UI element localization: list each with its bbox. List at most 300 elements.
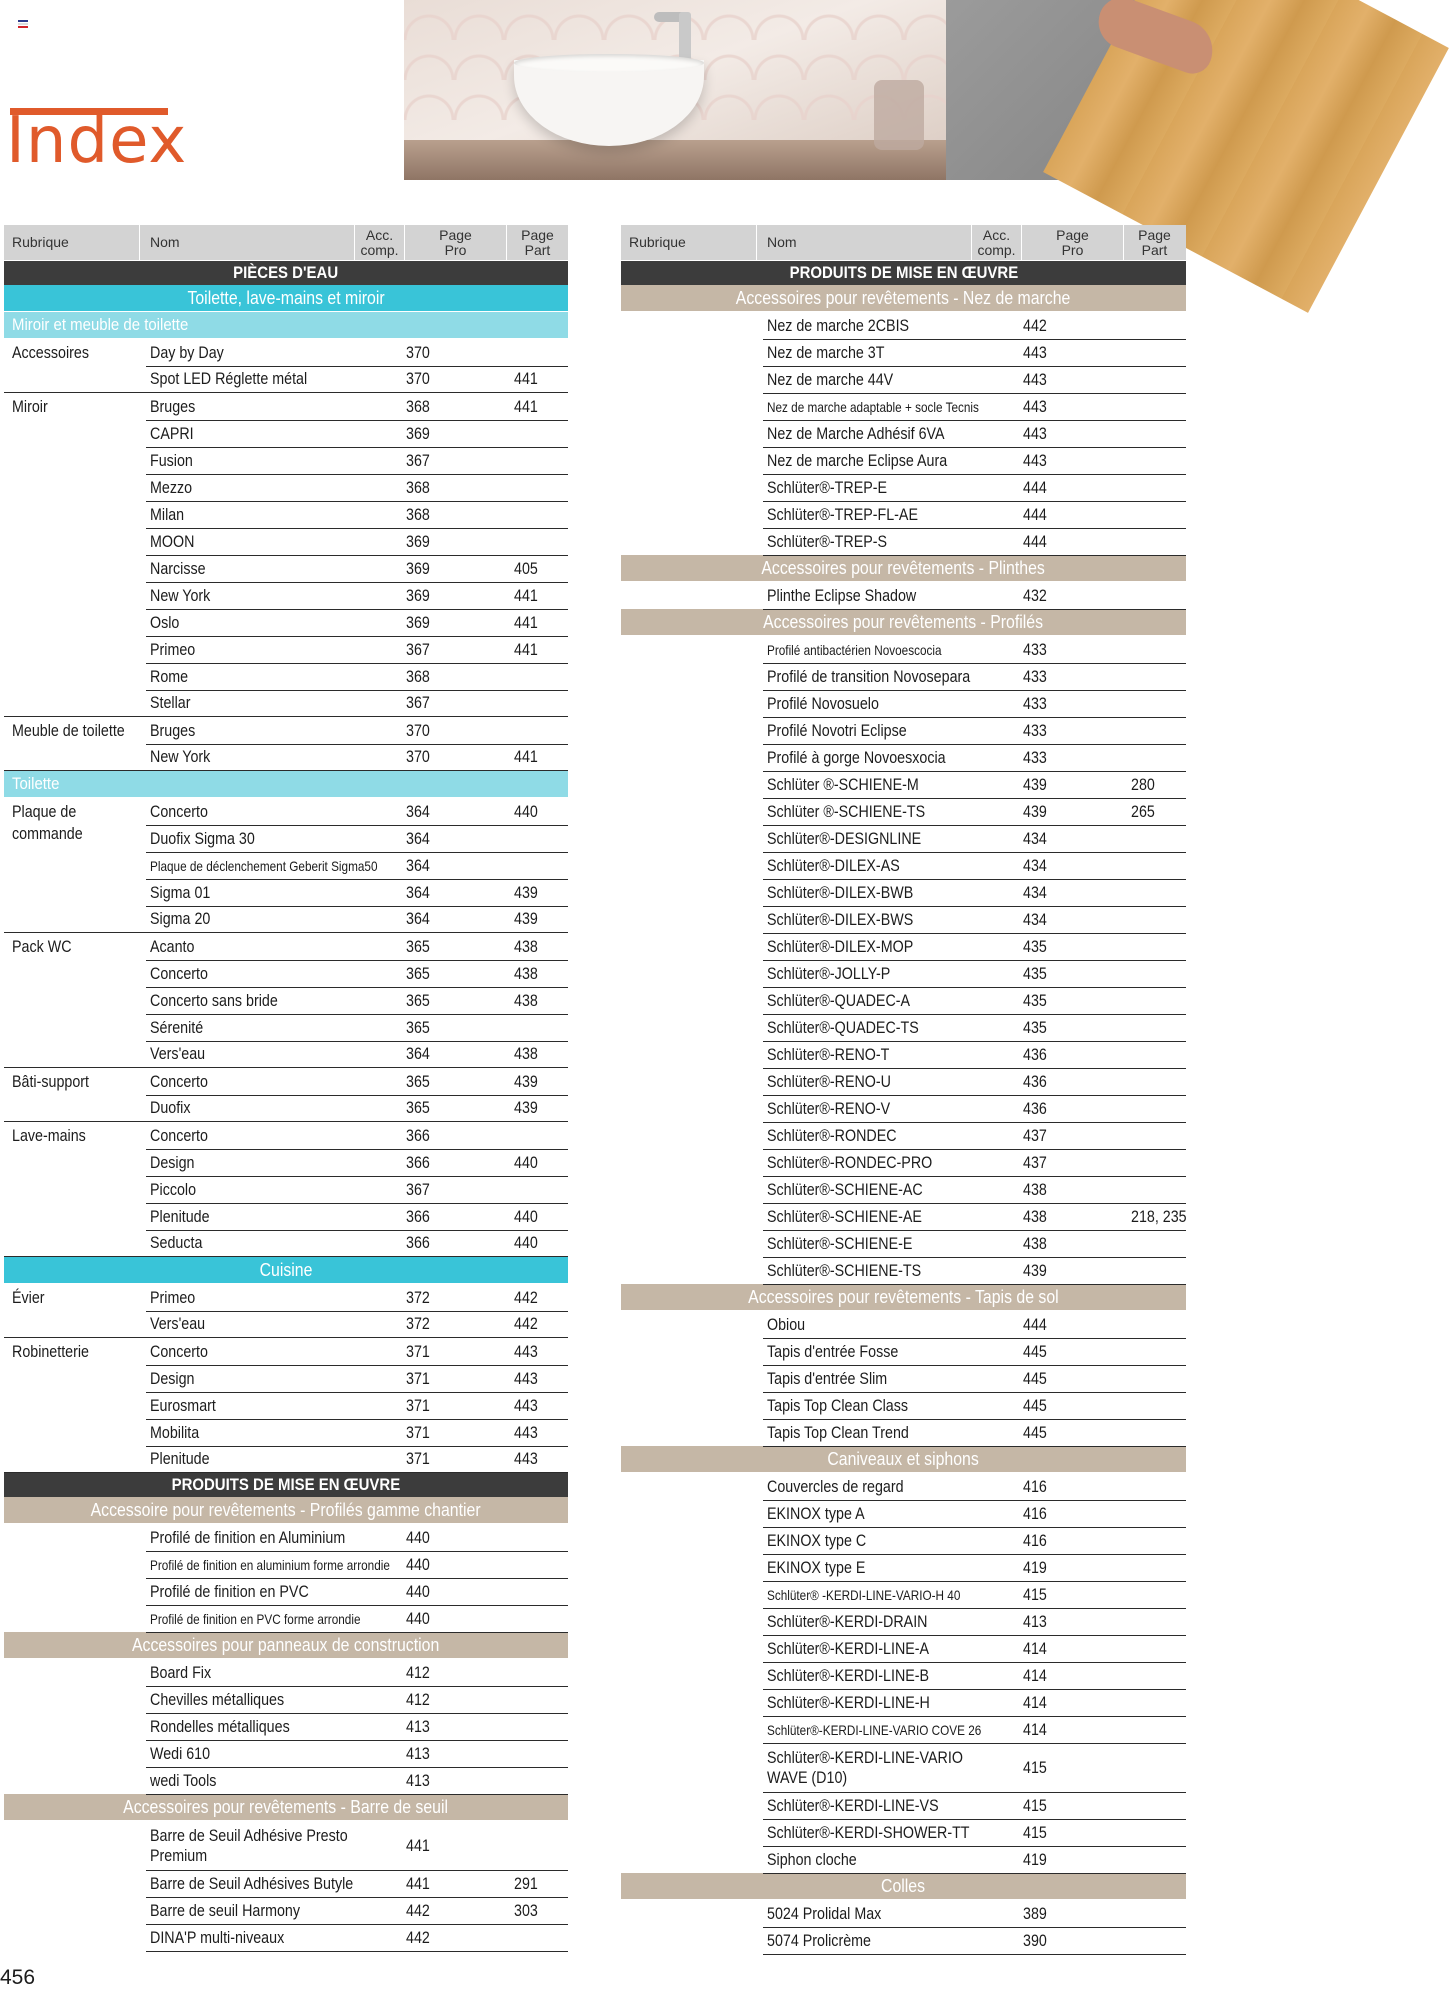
page-pro: 368 — [406, 504, 430, 524]
product-name: Schlüter®-KERDI-LINE-B — [767, 1665, 930, 1685]
flooring-photo — [946, 0, 1296, 180]
page-pro: 371 — [406, 1422, 430, 1442]
section-title: PIÈCES D'EAU — [233, 263, 339, 282]
page-pro: 364 — [406, 1044, 430, 1063]
page-part — [1131, 960, 1181, 987]
table-row — [4, 1365, 568, 1392]
page-pro: 371 — [406, 1395, 430, 1415]
category-header — [4, 771, 568, 798]
group-robinetterie — [4, 1338, 568, 1473]
col-pro: Page Pro — [405, 225, 507, 260]
table-row — [621, 582, 1186, 609]
product-name: EKINOX type A — [767, 1503, 865, 1523]
page-part — [514, 1686, 564, 1713]
product-name: Concerto — [150, 1341, 208, 1361]
page-part: 443 — [514, 1368, 538, 1388]
col-acc: Acc. comp. — [972, 225, 1022, 260]
table-row — [621, 1122, 1186, 1149]
page-pro: 440 — [406, 1581, 430, 1601]
page-part — [1131, 339, 1181, 366]
page-part — [1131, 1122, 1181, 1149]
page-pro: 433 — [1023, 747, 1047, 767]
product-name: Schlüter®-KERDI-LINE-VARIO COVE 26 — [767, 1721, 982, 1738]
page-part — [1131, 663, 1181, 690]
product-name: Primeo — [150, 1287, 196, 1307]
page-part: 441 — [514, 369, 538, 388]
product-name: Profilé de finition en PVC — [150, 1581, 309, 1601]
page-part: 439 — [514, 882, 538, 902]
table-row — [621, 366, 1186, 393]
page-part — [514, 1578, 564, 1605]
page-pro: 444 — [1023, 1314, 1047, 1334]
product-name: New York — [150, 585, 211, 605]
table-row — [621, 1419, 1186, 1446]
product-name: Schlüter®-SCHIENE-TS — [767, 1260, 922, 1280]
table-row — [621, 987, 1186, 1014]
table-row — [4, 825, 568, 852]
table-row — [4, 690, 568, 717]
page-part — [514, 1605, 564, 1632]
page-pro: 366 — [406, 1125, 430, 1145]
table-row — [621, 1900, 1186, 1927]
page-part — [514, 1122, 564, 1149]
table-row — [621, 1203, 1186, 1230]
group-plaque-de-commande — [4, 798, 568, 933]
page-part — [514, 501, 564, 528]
product-name: Schlüter®-DESIGNLINE — [767, 828, 922, 848]
page-pro: 438 — [1023, 1179, 1047, 1199]
page-part — [1131, 1095, 1181, 1122]
page-part: 440 — [514, 1206, 538, 1226]
page-part — [1131, 1743, 1181, 1792]
page-pro: 416 — [1023, 1476, 1047, 1496]
page-pro: 364 — [406, 855, 430, 875]
col-part: Page Part — [521, 226, 554, 258]
flag-stripe-blue — [18, 20, 28, 22]
product-name: Schlüter®-RONDEC-PRO — [767, 1152, 933, 1172]
section-header — [4, 1473, 568, 1497]
page-part — [514, 420, 564, 447]
basin — [514, 60, 704, 146]
page-header — [0, 0, 1296, 180]
page-pro: 364 — [406, 801, 430, 821]
table-row — [621, 933, 1186, 960]
page-pro: 438 — [1023, 1206, 1047, 1226]
col-part: Page Part — [1138, 226, 1171, 258]
page-pro: 434 — [1023, 828, 1047, 848]
page-pro: 440 — [406, 1527, 430, 1547]
page-pro: 433 — [1023, 639, 1047, 659]
page-part: 441 — [514, 396, 538, 416]
page-part: 443 — [514, 1422, 538, 1442]
page-part — [1131, 1014, 1181, 1041]
bathroom-photo — [404, 0, 946, 180]
table-row — [4, 609, 568, 636]
rubrique-label: Meuble de toilette — [12, 721, 125, 740]
product-name: Barre de seuil Harmony — [150, 1900, 301, 1920]
table-row — [4, 1095, 568, 1122]
category-title: Accessoires pour revêtements - Nez de marche — [736, 287, 1071, 308]
category-header — [621, 1446, 1186, 1473]
page-pro: 367 — [406, 1179, 430, 1199]
col-acc: Acc. comp. — [355, 225, 405, 260]
rubrique-label: Bâti-support — [12, 1072, 90, 1091]
table-row — [621, 1689, 1186, 1716]
table-row — [4, 1122, 568, 1149]
page-pro: 442 — [1023, 315, 1047, 335]
page-pro: 445 — [1023, 1341, 1047, 1361]
page-pro: 372 — [406, 1287, 430, 1307]
page-pro: 419 — [1023, 1557, 1047, 1577]
col-nom: Nom — [757, 225, 972, 260]
page-pro: 413 — [1023, 1611, 1047, 1631]
table-row — [621, 1743, 1186, 1792]
product-name: Narcisse — [150, 558, 206, 578]
page-part — [514, 1524, 564, 1551]
page-pro: 369 — [406, 531, 430, 551]
page-part — [1131, 1635, 1181, 1662]
list-profiles-chantier — [4, 1524, 568, 1632]
page-part — [1131, 690, 1181, 717]
page-part — [1131, 1554, 1181, 1581]
page-part — [1131, 987, 1181, 1014]
page-part: 439 — [514, 1071, 538, 1091]
table-row — [621, 393, 1186, 420]
page-part: 440 — [514, 1233, 538, 1252]
page-pro: 434 — [1023, 882, 1047, 902]
product-name: Schlüter®-JOLLY-P — [767, 963, 891, 983]
page-part — [514, 1551, 564, 1578]
page-part — [514, 690, 564, 716]
product-name: Nez de marche 2CBIS — [767, 315, 910, 335]
page-pro: 433 — [1023, 666, 1047, 686]
table-row — [621, 1014, 1186, 1041]
col-nom: Nom — [140, 225, 355, 260]
page-pro: 390 — [1023, 1930, 1047, 1950]
page-pro: 443 — [1023, 423, 1047, 443]
product-name: wedi Tools — [150, 1770, 217, 1790]
category-header — [621, 1873, 1186, 1900]
page-pro: 443 — [1023, 342, 1047, 362]
group-evier — [4, 1284, 568, 1338]
table-row — [4, 1821, 568, 1870]
product-name: Schlüter®-KERDI-LINE-VS — [767, 1795, 939, 1815]
category-title: Accessoires pour revêtements - Profilés — [763, 611, 1044, 632]
page-pro: 367 — [406, 450, 430, 470]
page-pro: 412 — [406, 1662, 430, 1682]
page-part — [1131, 1230, 1181, 1257]
product-name: Plenitude — [150, 1206, 210, 1226]
page-pro: 443 — [1023, 396, 1047, 416]
table-row — [4, 1041, 568, 1068]
page-pro: 368 — [406, 666, 430, 686]
table-row — [621, 906, 1186, 933]
page-part — [514, 474, 564, 501]
page-part — [1131, 1608, 1181, 1635]
page-part — [1131, 1792, 1181, 1819]
product-name: Chevilles métalliques — [150, 1689, 285, 1709]
page-part: 303 — [514, 1900, 538, 1920]
page-pro: 435 — [1023, 990, 1047, 1010]
page-pro: 438 — [1023, 1233, 1047, 1253]
table-row — [621, 852, 1186, 879]
table-row — [4, 987, 568, 1014]
page-pro: 444 — [1023, 531, 1047, 551]
product-name: Design — [150, 1152, 195, 1172]
product-name: Schlüter ®-SCHIENE-M — [767, 774, 919, 794]
col-rubrique: Rubrique — [4, 225, 140, 260]
category-header — [4, 1632, 568, 1659]
table-row — [4, 1014, 568, 1041]
table-row — [621, 1068, 1186, 1095]
product-name: Profilé de finition en aluminium forme arrondie — [150, 1556, 390, 1573]
page-part: 441 — [514, 639, 538, 659]
page-pro: 433 — [1023, 720, 1047, 740]
table-row — [4, 1605, 568, 1632]
page-part — [1131, 1927, 1181, 1954]
list-colles — [621, 1900, 1186, 1954]
table-row — [621, 501, 1186, 528]
table-row — [4, 1230, 568, 1257]
product-name: Schlüter®-DILEX-BWS — [767, 909, 914, 929]
table-row — [621, 339, 1186, 366]
product-name: Schlüter®-RENO-V — [767, 1098, 891, 1118]
table-row — [4, 1311, 568, 1338]
category-title: Toilette — [12, 774, 60, 793]
table-row — [4, 1870, 568, 1897]
product-name: EKINOX type E — [767, 1557, 866, 1577]
page-pro: 371 — [406, 1449, 430, 1468]
page-pro: 371 — [406, 1368, 430, 1388]
product-name: Bruges — [150, 396, 196, 416]
section-header — [4, 261, 568, 285]
table-row — [4, 798, 568, 825]
list-profiles — [621, 636, 1186, 1284]
category-title: Accessoire pour revêtements - Profilés gamme chantier — [90, 1499, 482, 1520]
product-name: Obiou — [767, 1314, 806, 1334]
product-name: Nez de marche adaptable + socle Tecnis — [767, 398, 979, 415]
table-row — [621, 1500, 1186, 1527]
table-row — [621, 879, 1186, 906]
product-name: Design — [150, 1368, 195, 1388]
page-pro: 414 — [1023, 1665, 1047, 1685]
product-name: Mobilita — [150, 1422, 200, 1442]
product-name: Tapis Top Clean Trend — [767, 1422, 909, 1442]
page-pro: 372 — [406, 1314, 430, 1333]
page-pro: 436 — [1023, 1071, 1047, 1091]
page-pro: 439 — [1023, 801, 1047, 821]
product-name: Milan — [150, 504, 185, 524]
basin-rim — [514, 54, 704, 72]
vase — [874, 80, 924, 150]
table-row — [4, 1392, 568, 1419]
page-pro: 440 — [406, 1554, 430, 1574]
product-name: DINA'P multi-niveaux — [150, 1927, 285, 1947]
page-pro: 370 — [406, 342, 430, 362]
product-name: Schlüter®-TREP-E — [767, 477, 888, 497]
page-part — [1131, 1900, 1181, 1927]
page-pro: 443 — [1023, 369, 1047, 389]
page-part: 440 — [514, 801, 538, 821]
product-name: Schlüter®-KERDI-LINE-H — [767, 1692, 930, 1712]
page-part: 439 — [514, 909, 538, 928]
page-part — [1131, 393, 1181, 420]
product-name: Schlüter®-KERDI-LINE-VARIO WAVE (D10) — [767, 1747, 963, 1787]
table-row — [621, 528, 1186, 555]
product-name: Profilé de finition en PVC forme arrondie — [150, 1610, 361, 1627]
page-part — [1131, 1149, 1181, 1176]
product-name: Tapis d'entrée Slim — [767, 1368, 888, 1388]
table-row — [4, 1068, 568, 1095]
page-pro: 439 — [1023, 1260, 1047, 1280]
page-part — [1131, 420, 1181, 447]
product-name: Siphon cloche — [767, 1849, 857, 1869]
page-part — [514, 1821, 564, 1870]
product-name: 5024 Prolidal Max — [767, 1903, 882, 1923]
page-part — [514, 1659, 564, 1686]
table-row — [621, 1338, 1186, 1365]
table-row — [4, 663, 568, 690]
product-name: Profilé de finition en Aluminium — [150, 1527, 346, 1547]
product-name: Sigma 01 — [150, 882, 211, 902]
page-pro: 444 — [1023, 477, 1047, 497]
product-name: Barre de Seuil Adhésives Butyle — [150, 1873, 354, 1893]
page-pro: 389 — [1023, 1903, 1047, 1923]
product-name: Schlüter®-KERDI-DRAIN — [767, 1611, 928, 1631]
product-name: 5074 Prolicrème — [767, 1930, 871, 1950]
product-name: Seducta — [150, 1233, 203, 1252]
rubrique-label: Évier — [12, 1288, 45, 1307]
subsection-header — [4, 285, 568, 312]
page-part — [514, 1924, 564, 1951]
page-pro: 445 — [1023, 1422, 1047, 1442]
table-row — [621, 690, 1186, 717]
table-row — [621, 1041, 1186, 1068]
page-pro: 368 — [406, 396, 430, 416]
page-pro: 413 — [406, 1716, 430, 1736]
table-row — [621, 825, 1186, 852]
page-pro: 365 — [406, 963, 430, 983]
page-part: 438 — [514, 936, 538, 956]
rubrique-label: Robinetterie — [12, 1342, 90, 1361]
table-row — [621, 1311, 1186, 1338]
table-row — [621, 636, 1186, 663]
product-name: Sigma 20 — [150, 909, 211, 928]
page-part: 442 — [514, 1287, 538, 1307]
page-pro: 365 — [406, 936, 430, 956]
product-name: Schlüter®-KERDI-LINE-A — [767, 1638, 930, 1658]
page-pro: 441 — [406, 1873, 430, 1893]
product-name: Schlüter®-QUADEC-A — [767, 990, 911, 1010]
page-pro: 415 — [1023, 1584, 1047, 1604]
product-name: Nez de marche 44V — [767, 369, 894, 389]
table-row — [621, 1662, 1186, 1689]
product-name: Schlüter®-DILEX-MOP — [767, 936, 914, 956]
product-name: Schlüter®-RENO-U — [767, 1071, 891, 1091]
page-part — [1131, 717, 1181, 744]
table-row — [4, 879, 568, 906]
product-name: New York — [150, 747, 211, 766]
page-part — [1131, 1716, 1181, 1743]
page-part — [1131, 879, 1181, 906]
page-part: 265 — [1131, 801, 1155, 821]
page-part — [1131, 1500, 1181, 1527]
page-pro: 433 — [1023, 693, 1047, 713]
page-pro: 443 — [1023, 450, 1047, 470]
page-pro: 419 — [1023, 1849, 1047, 1869]
table-row — [4, 528, 568, 555]
product-name: Eurosmart — [150, 1395, 216, 1415]
page-pro: 435 — [1023, 963, 1047, 983]
product-name: Stellar — [150, 693, 191, 712]
category-header — [621, 1284, 1186, 1311]
page-part — [1131, 744, 1181, 771]
column-header — [621, 225, 1186, 260]
table-row — [4, 582, 568, 609]
page-part — [1131, 906, 1181, 933]
page-pro: 434 — [1023, 855, 1047, 875]
page-pro: 370 — [406, 720, 430, 740]
page-part — [1131, 1311, 1181, 1338]
page-part: 442 — [514, 1314, 538, 1333]
page-part — [514, 1713, 564, 1740]
page-pro: 370 — [406, 369, 430, 388]
col-rubrique: Rubrique — [621, 225, 757, 260]
subsection-title: Cuisine — [259, 1259, 313, 1280]
page-part — [514, 1176, 564, 1203]
table-row — [4, 1203, 568, 1230]
list-nez-de-marche — [621, 312, 1186, 555]
page-pro: 370 — [406, 747, 430, 766]
page-pro: 414 — [1023, 1692, 1047, 1712]
product-name: Day by Day — [150, 342, 224, 362]
category-title: Colles — [881, 1875, 926, 1896]
table-row — [4, 339, 568, 366]
page-pro: 369 — [406, 423, 430, 443]
page-pro: 435 — [1023, 1017, 1047, 1037]
page-part: 438 — [514, 1044, 538, 1063]
page-pro: 413 — [406, 1743, 430, 1763]
table-row — [4, 1924, 568, 1951]
table-row — [4, 393, 568, 420]
table-row — [621, 798, 1186, 825]
page-pro: 415 — [1023, 1795, 1047, 1815]
page-pro: 364 — [406, 909, 430, 928]
product-name: Primeo — [150, 639, 196, 659]
rubrique-label: Lave-mains — [12, 1126, 86, 1145]
table-row — [621, 1554, 1186, 1581]
page-pro: 442 — [406, 1927, 430, 1947]
page-pro: 367 — [406, 693, 430, 712]
product-name: Tapis d'entrée Fosse — [767, 1341, 899, 1361]
table-row — [621, 1473, 1186, 1500]
table-row — [4, 960, 568, 987]
table-row — [621, 1819, 1186, 1846]
list-caniveaux — [621, 1473, 1186, 1873]
category-header — [4, 1794, 568, 1821]
page-pro: 365 — [406, 1098, 430, 1117]
product-name: Spot LED Réglette métal — [150, 369, 308, 388]
table-row — [621, 960, 1186, 987]
page-part — [514, 339, 564, 366]
product-name: Profilé Novotri Eclipse — [767, 720, 907, 740]
page-pro: 416 — [1023, 1530, 1047, 1550]
page-pro: 437 — [1023, 1125, 1047, 1145]
list-panneaux — [4, 1659, 568, 1794]
product-name: Schlüter®-QUADEC-TS — [767, 1017, 919, 1037]
table-row — [4, 1897, 568, 1924]
table-row — [4, 906, 568, 933]
